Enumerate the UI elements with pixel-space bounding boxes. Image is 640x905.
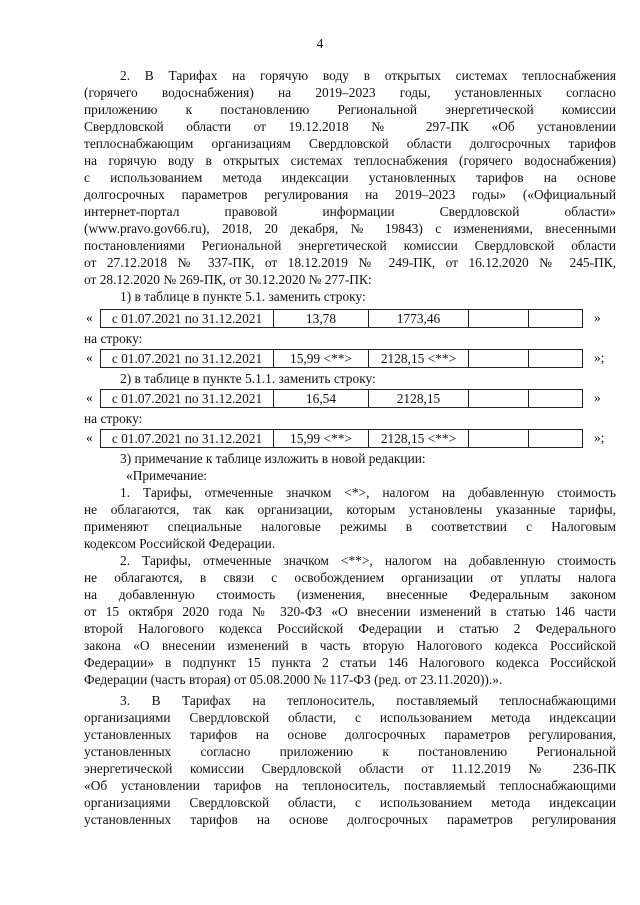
table-row	[84, 389, 616, 409]
text-line: (горячего водоснабжения) на 2019–2023 годы, установленных согласно	[84, 85, 616, 100]
close-quote: »;	[594, 430, 605, 445]
table-cell-empty	[469, 310, 529, 327]
close-quote: »	[594, 310, 601, 325]
table-cell-value: 15,99 <**>	[274, 430, 369, 447]
text-line: теплоснабжающим организациям Свердловской области долгосрочных тарифов	[84, 136, 616, 151]
table-cell-period: с 01.07.2021 по 31.12.2021	[101, 390, 274, 407]
page-number: 4	[316, 36, 324, 51]
list-item: 3) примечание к таблице изложить в новой редакции:	[120, 451, 426, 466]
table-cell-empty	[529, 310, 582, 327]
text-line: 2. В Тарифах на горячую воду в открытых системах теплоснабжения	[120, 68, 616, 83]
text-line: 2. Тарифы, отмеченные значком <**>, налогом на добавленную стоимость	[120, 553, 616, 568]
text-line: «Об установлении тарифов на теплоноситель, поставляемый теплоснабжающими	[84, 778, 616, 793]
table-cell-value: 1773,46	[369, 310, 469, 327]
close-quote: »;	[594, 350, 605, 365]
text-line: применяют специальные налоговые режимы в соответствии с Налоговым	[84, 519, 616, 534]
table-cell-value: 2128,15	[369, 390, 469, 407]
table-cell-value: 15,99 <**>	[274, 350, 369, 367]
open-quote: «	[86, 430, 93, 445]
table-cell-empty	[469, 430, 529, 447]
text-line: 1. Тарифы, отмеченные значком <*>, налогом на добавленную стоимость	[120, 485, 616, 500]
text-line: с использованием метода индексации установленных тарифов на основе	[84, 170, 616, 185]
table-row	[84, 429, 616, 449]
text-line: на строку:	[84, 411, 143, 426]
text-line: энергетической комиссии Свердловской области от 11.12.2019 № 236-ПК	[84, 761, 616, 776]
text-line: не облагаются, так как организации, которым установлены указанные тарифы,	[84, 502, 616, 517]
list-item: 1) в таблице в пункте 5.1. заменить строку:	[120, 289, 366, 304]
open-quote: «	[86, 350, 93, 365]
table-cell-period: с 01.07.2021 по 31.12.2021	[101, 350, 274, 367]
table-cell-empty	[529, 390, 582, 407]
open-quote: «	[86, 310, 93, 325]
table-cell-value: 13,78	[274, 310, 369, 327]
text-line: приложению к постановлению Региональной энергетической комиссии	[84, 102, 616, 117]
tariff-table	[100, 389, 583, 408]
text-line: от 27.12.2018 № 337-ПК, от 18.12.2019 № 249-ПК, от 16.12.2020 № 245-ПК,	[84, 255, 616, 270]
text-line: интернет-портал правовой информации Свердловской области»	[84, 204, 616, 219]
text-line: установленных тарифов на основе долгосрочных параметров регулирования	[84, 812, 616, 827]
text-line: не облагаются, в связи с освобождением организации от уплаты налога	[84, 570, 616, 585]
text-line: от 15 октября 2020 года № 320-ФЗ «О внесении изменений в статью 146 части	[84, 604, 616, 619]
text-line: на строку:	[84, 331, 143, 346]
note-heading: «Примечание:	[126, 468, 207, 483]
table-cell-value: 2128,15 <**>	[369, 430, 469, 447]
text-line: установленных тарифов на основе долгосрочных параметров регулирования,	[84, 727, 616, 742]
table-cell-period: с 01.07.2021 по 31.12.2021	[101, 310, 274, 327]
text-line: Свердловской области от 19.12.2018 № 297-ПК «Об установлении	[84, 119, 616, 134]
table-cell-empty	[469, 350, 529, 367]
text-line: Федерации» в подпункт 15 пункта 2 статьи 146 Налогового кодекса Российской	[84, 655, 616, 670]
table-cell-value: 2128,15 <**>	[369, 350, 469, 367]
text-line: 3. В Тарифах на теплоноситель, поставляемый теплоснабжающими	[120, 693, 616, 708]
table-cell-empty	[529, 350, 582, 367]
open-quote: «	[86, 390, 93, 405]
text-line: на добавленную стоимость (изменения, внесенные Федеральным законом	[84, 587, 616, 602]
tariff-table	[100, 429, 583, 448]
text-line: закона «О внесении изменений в часть вторую Налогового кодекса Российской	[84, 638, 616, 653]
text-line: установленных согласно приложению к постановлению Региональной	[84, 744, 616, 759]
text-line: долгосрочных параметров регулирования на 2019–2023 годы» («Официальный	[84, 187, 616, 202]
table-row	[84, 349, 616, 369]
table-cell-empty	[529, 430, 582, 447]
close-quote: »	[594, 390, 601, 405]
list-item: 2) в таблице в пункте 5.1.1. заменить строку:	[120, 371, 376, 386]
text-line: Федерации (часть вторая) от 05.08.2000 № 117-ФЗ (ред. от 23.11.2020)).».	[84, 672, 503, 687]
text-line: кодексом Российской Федерации.	[84, 536, 276, 551]
tariff-table	[100, 309, 583, 328]
text-line: организациями Свердловской области, с использованием метода индексации	[84, 795, 616, 810]
table-row	[84, 309, 616, 329]
text-line: второй Налогового кодекса Российской Федерации и статью 2 Федерального	[84, 621, 616, 636]
text-line: (www.pravo.gov66.ru), 2018, 20 декабря, № 19843) с изменениями, внесенными	[84, 221, 616, 236]
table-cell-empty	[469, 390, 529, 407]
text-line: на горячую воду в открытых системах теплоснабжения (горячего водоснабжения)	[84, 153, 616, 168]
text-line: от 28.12.2020 № 269-ПК, от 30.12.2020 № 277-ПК:	[84, 272, 372, 287]
text-line: постановлениями Региональной энергетической комиссии Свердловской области	[84, 238, 616, 253]
text-line: организациями Свердловской области, с использованием метода индексации	[84, 710, 616, 725]
tariff-table	[100, 349, 583, 368]
table-cell-value: 16,54	[274, 390, 369, 407]
table-cell-period: с 01.07.2021 по 31.12.2021	[101, 430, 274, 447]
